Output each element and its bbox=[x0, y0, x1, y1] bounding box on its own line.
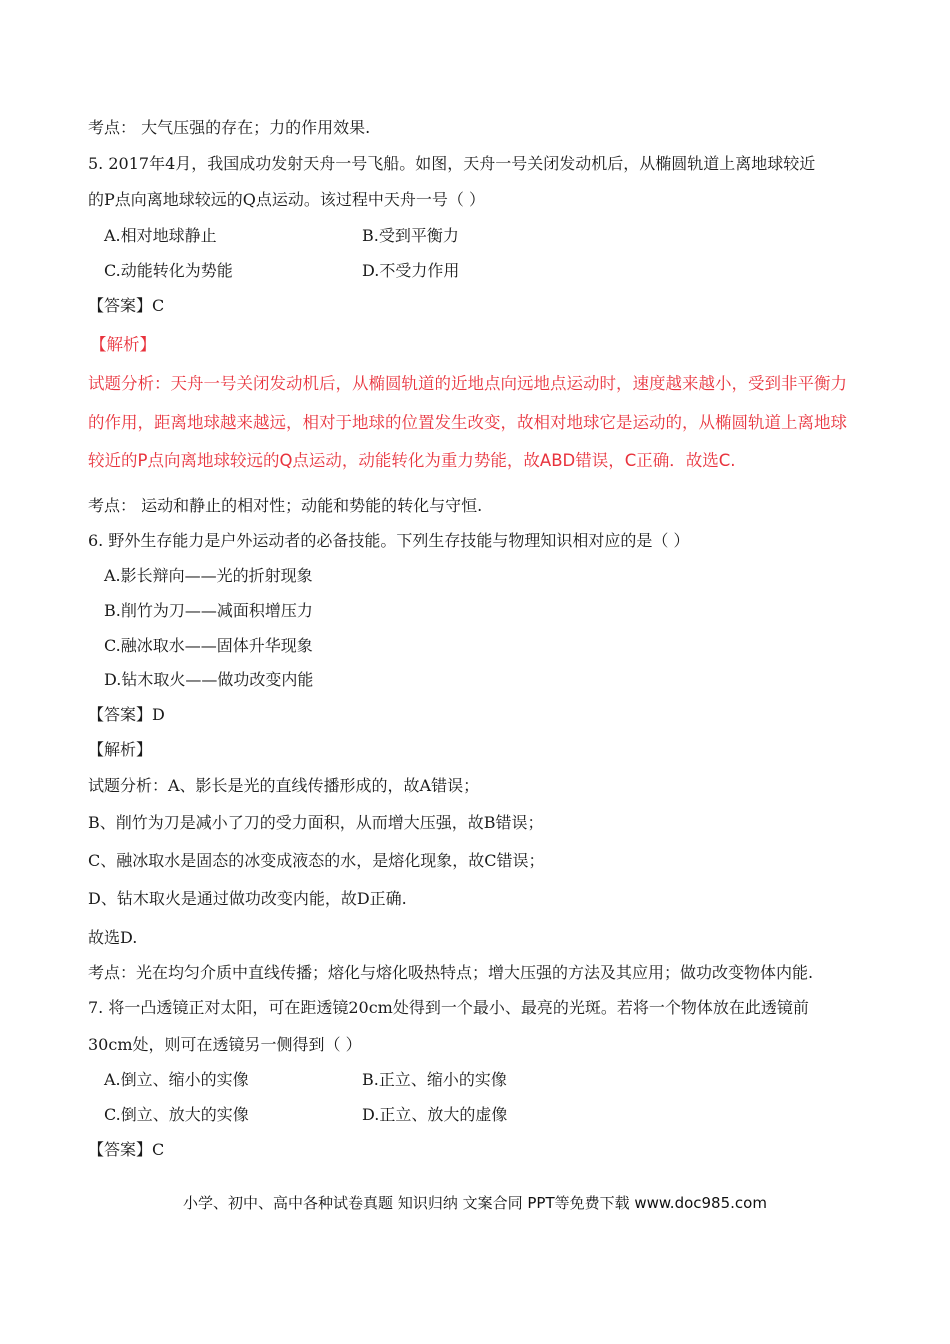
q6-kaodian: 考点：光在均匀介质中直线传播；熔化与熔化吸热特点；增大压强的方法及其应用；做功改变物体内能. bbox=[88, 963, 814, 982]
q7-stem-line2: 30cm处，则可在透镜另一侧得到（ ） bbox=[88, 1035, 362, 1054]
q5-option-d: D.不受力作用 bbox=[362, 261, 460, 280]
q5-analysis-line3: 较近的P点向离地球较远的Q点运动，动能转化为重力势能，故ABD错误，C正确．故选C. bbox=[88, 451, 736, 470]
q6-analysis-line3: C、融冰取水是固态的冰变成液态的水，是熔化现象，故C错误； bbox=[88, 851, 545, 870]
q5-kaodian: 考点： 运动和静止的相对性；动能和势能的转化与守恒. bbox=[88, 496, 483, 515]
q6-conclusion: 故选D. bbox=[88, 928, 138, 947]
q6-stem: 6. 野外生存能力是户外运动者的必备技能。下列生存技能与物理知识相对应的是（ ） bbox=[88, 531, 690, 550]
q7-option-d: D.正立、放大的虚像 bbox=[362, 1105, 508, 1124]
q4-kaodian: 考点： 大气压强的存在；力的作用效果. bbox=[88, 118, 371, 137]
q6-analysis-line2: B、削竹为刀是减小了刀的受力面积，从而增大压强，故B错误； bbox=[88, 813, 544, 832]
q5-analysis-line1: 试题分析：天舟一号关闭发动机后，从椭圆轨道的近地点向远地点运动时，速度越来越小，受到非平衡力 bbox=[88, 374, 847, 393]
q5-jiexi-title: 【解析】 bbox=[90, 335, 156, 354]
q6-option-d: D.钻木取火——做功改变内能 bbox=[104, 670, 314, 689]
q7-option-c: C.倒立、放大的实像 bbox=[104, 1105, 249, 1124]
q7-stem-line1: 7. 将一凸透镜正对太阳，可在距透镜20cm处得到一个最小、最亮的光斑。若将一个物体放在此透镜前 bbox=[88, 998, 809, 1017]
q6-analysis-line4: D、钻木取火是通过做功改变内能，故D正确. bbox=[88, 889, 407, 908]
q7-option-b: B.正立、缩小的实像 bbox=[362, 1070, 507, 1089]
q6-answer: 【答案】D bbox=[88, 705, 165, 724]
q6-option-b: B.削竹为刀——减面积增压力 bbox=[104, 601, 313, 620]
q7-answer: 【答案】C bbox=[88, 1140, 165, 1159]
q7-option-a: A.倒立、缩小的实像 bbox=[104, 1070, 249, 1089]
q6-option-a: A.影长辩向——光的折射现象 bbox=[104, 566, 313, 585]
q6-jiexi-title: 【解析】 bbox=[88, 740, 153, 759]
q5-answer: 【答案】C bbox=[88, 296, 165, 315]
q5-option-b: B.受到平衡力 bbox=[362, 226, 459, 245]
q6-analysis-line1: 试题分析：A、影长是光的直线传播形成的，故A错误； bbox=[88, 776, 480, 795]
q5-option-a: A.相对地球静止 bbox=[104, 226, 217, 245]
q5-analysis-line2: 的作用，距离地球越来越远，相对于地球的位置发生改变，故相对地球它是运动的，从椭圆轨道上离地球 bbox=[88, 413, 847, 432]
q5-option-c: C.动能转化为势能 bbox=[104, 261, 233, 280]
q6-option-c: C.融冰取水——固体升华现象 bbox=[104, 636, 313, 655]
page-footer: 小学、初中、高中各种试卷真题 知识归纳 文案合同 PPT等免费下载 www.doc985.com bbox=[183, 1194, 767, 1212]
q5-stem-line1: 5. 2017年4月，我国成功发射天舟一号飞船。如图，天舟一号关闭发动机后，从椭圆轨道上离地球较近 bbox=[88, 154, 816, 173]
q5-stem-line2: 的P点向离地球较远的Q点运动。该过程中天舟一号（ ） bbox=[88, 190, 485, 209]
